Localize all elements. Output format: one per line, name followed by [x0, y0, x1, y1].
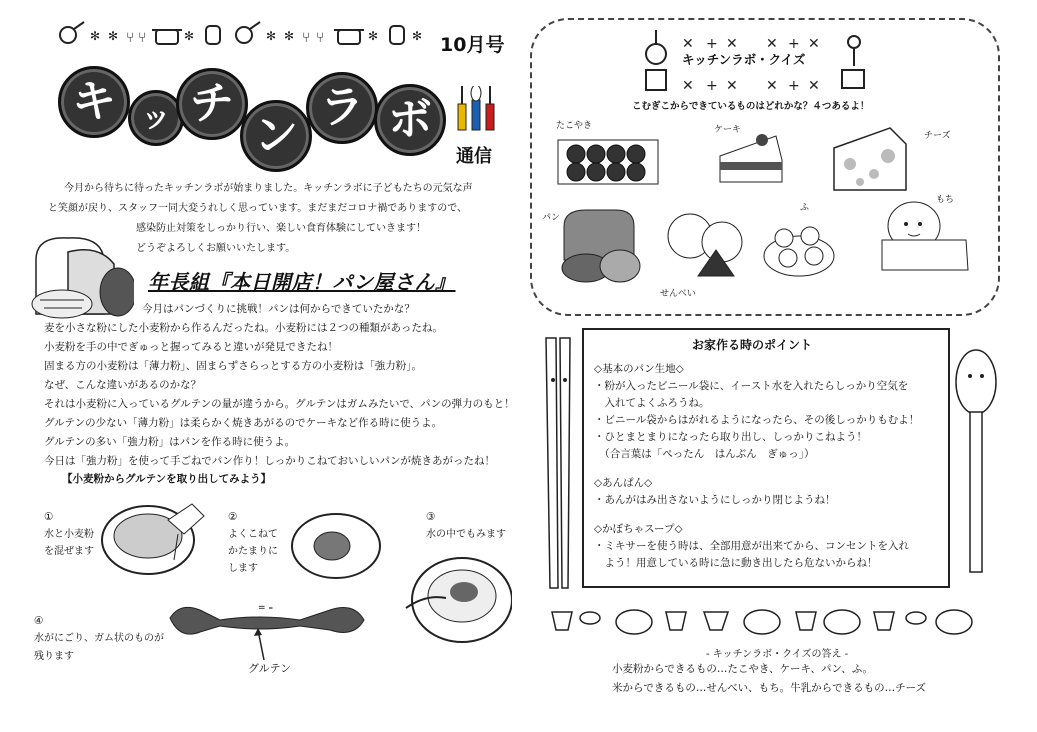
answers-line: 米からできるもの…せんべい、もち。牛乳からできるもの…チーズ — [612, 682, 927, 694]
title-char: ン — [240, 100, 312, 172]
article-line: 麦を小さな粉にした小麦粉から作るんだったね。小麦粉には２つの種類があったね。 — [44, 322, 443, 334]
svg-text:⑂: ⑂ — [316, 30, 325, 46]
intro-line: 今月から待ちに待ったキッチンラボが始まりました。キッチンラボに子どもたちの元気な声 — [64, 183, 473, 194]
chopsticks-icon — [540, 334, 580, 598]
step-number: ④ — [34, 615, 44, 627]
svg-text:+: + — [706, 36, 718, 52]
quiz-item-label: せんべい — [660, 289, 696, 299]
cutlery-figures-icon — [456, 86, 500, 140]
cake-icon — [716, 130, 786, 194]
tips-line: ・ビニール袋からはがれるようになったら、その後しっかりもむよ！ — [594, 414, 920, 426]
svg-text:✻: ✻ — [90, 29, 101, 43]
mochi-icon — [878, 200, 974, 284]
step-text: 水の中でもみます — [426, 529, 506, 540]
svg-text:✕: ✕ — [766, 36, 778, 52]
spoon-icon — [950, 346, 1000, 580]
tips-line: ・ミキサーを使う時は、全部用意が出来てから、コンセントを入れ — [594, 540, 909, 552]
step-text: かたまりに — [228, 546, 278, 557]
title-char: ッ — [128, 90, 184, 146]
gluten-arrow-icon — [254, 626, 274, 662]
tips-section-head: ◇基本のパン生地◇ — [594, 363, 684, 375]
step-text: 残ります — [34, 651, 74, 662]
svg-text:✻: ✻ — [412, 29, 423, 43]
tips-section-head: ◇あんぱん◇ — [594, 477, 653, 489]
intro-line: と笑顔が戻り、スタッフ一同大変うれしく思っています。まだまだコロナ禍でありますので、 — [48, 203, 467, 214]
article-line: グルテンの少ない「薄力粉」は柔らかく焼きあがるのでケーキなど作る時に使うよ。 — [44, 417, 443, 429]
quiz-item-label: チーズ — [924, 131, 951, 141]
svg-text:+: + — [788, 78, 800, 94]
step-number: ③ — [426, 511, 436, 523]
tips-line: ・粉が入ったビニール袋に、イースト水を入れたらしっかり空気を — [594, 380, 909, 392]
bread-illustration-icon — [22, 230, 134, 324]
cheese-icon — [830, 124, 910, 200]
svg-text:✕: ✕ — [682, 36, 694, 52]
tips-section-head: ◇かぼちゃスープ◇ — [594, 523, 683, 535]
title-char: チ — [176, 68, 248, 140]
svg-text:✕: ✕ — [726, 36, 738, 52]
step-number: ① — [44, 511, 54, 523]
header-decoration-row — [56, 20, 426, 50]
bowl-mixing-icon — [98, 500, 208, 594]
experiment-title: 【小麦粉からグルテンを取り出してみよう】 — [62, 473, 272, 485]
issue-label: 10月号 — [440, 34, 505, 56]
intro-line: 感染防止対策をしっかり行い、楽しい食育体験にしていきます！ — [136, 223, 426, 234]
svg-text:= ₌: = ₌ — [258, 603, 274, 613]
svg-text:✕: ✕ — [808, 36, 820, 52]
svg-text:+: + — [706, 78, 718, 94]
svg-text:✕: ✕ — [808, 78, 820, 94]
bowl-water-hands-icon — [402, 548, 512, 652]
article-line: それは小麦粉に入っているグルテンの量が違うから。グルテンはガムみたいで、パンの弾力のもと！ — [44, 398, 515, 410]
answers-title: - キッチンラボ・クイズの答え - — [706, 649, 849, 660]
senbei-icon — [664, 206, 748, 290]
article-heading: 年長組『本日開店！パン屋さん』 — [148, 270, 456, 294]
svg-text:⑂: ⑂ — [302, 30, 311, 46]
bread-loaf-icon — [556, 206, 648, 290]
step-text: を混ぜます — [44, 546, 94, 557]
quiz-title: キッチンラボ・クイズ — [682, 52, 806, 67]
title-char: キ — [58, 66, 130, 138]
title-char: ボ — [374, 84, 446, 156]
svg-text:✻: ✻ — [266, 29, 277, 43]
quiz-item-label: ケーキ — [714, 125, 742, 135]
bowl-dough-icon — [288, 508, 388, 592]
article-line: 今日は「強力粉」を使って手ごねでパン作り！しっかりこねておいしいパンが焼きあがったね！ — [44, 455, 495, 467]
svg-text:+: + — [788, 36, 800, 52]
svg-text:⑂: ⑂ — [138, 30, 147, 46]
step-text: 水と小麦粉 — [44, 529, 94, 540]
tips-line: よう！用意している時に急に動き出したら危ないからね！ — [594, 557, 878, 569]
article-line: 今月はパンづくりに挑戦！パンは何からできていたかな？ — [142, 303, 415, 315]
kitchen-utensils-icon — [56, 20, 426, 50]
quiz-item-label: たこやき — [556, 121, 593, 131]
takoyaki-icon — [556, 132, 666, 190]
tips-line: ・あんがはみ出さないようにしっかり閉じようね！ — [594, 494, 836, 506]
tips-line: 入れてよくふろうね。 — [594, 397, 710, 409]
step-number: ② — [228, 511, 238, 523]
quiz-item-label: パン — [542, 213, 561, 223]
intro-line: どうぞよろしくお願いいたします。 — [136, 243, 296, 254]
svg-text:✕: ✕ — [726, 78, 738, 94]
article-line: グルテンの多い「強力粉」はパンを作る時に使うよ。 — [44, 436, 296, 448]
gluten-label: グルテン — [248, 662, 292, 675]
quiz-question: こむぎこからできているものはどれかな？４つあるよ！ — [632, 101, 870, 112]
tips-line: （合言葉は「ぺったん はんぶん ぎゅっ」） — [594, 448, 815, 460]
step-text: よくこねて — [228, 529, 278, 540]
tips-title: お家作る時のポイント — [692, 338, 813, 352]
article-line: なぜ、こんな違いがあるのかな？ — [44, 379, 202, 391]
svg-text:✻: ✻ — [108, 29, 119, 43]
svg-text:✕: ✕ — [682, 78, 694, 94]
quiz-item-label: ふ — [800, 203, 810, 213]
svg-text:✻: ✻ — [284, 29, 295, 43]
dishes-decoration-icon — [548, 604, 988, 640]
fu-icon — [762, 216, 836, 282]
svg-text:⑂: ⑂ — [126, 30, 135, 46]
answers-line: 小麦粉からできるもの…たこやき、ケーキ、パン、ふ。 — [612, 663, 873, 675]
article-line: 固まる方の小麦粉は「薄力粉」、固まらずさらっとする方の小麦粉は「強力粉」。 — [44, 360, 422, 372]
step-text: 水がにごり、ガム状のものが — [34, 633, 164, 644]
article-line: 小麦粉を手の中でぎゅっと握ってみると違いが発見できたね！ — [44, 341, 338, 353]
tips-line: ・ひとまとまりになったら取り出し、しっかりこねよう！ — [594, 431, 867, 443]
step-text: します — [228, 563, 258, 574]
title-subtitle: 通信 — [456, 146, 492, 167]
quiz-item-label: もち — [936, 195, 955, 205]
title-char: ラ — [306, 72, 378, 144]
svg-text:✻: ✻ — [368, 29, 379, 43]
svg-text:✕: ✕ — [766, 78, 778, 94]
svg-text:✻: ✻ — [184, 29, 195, 43]
